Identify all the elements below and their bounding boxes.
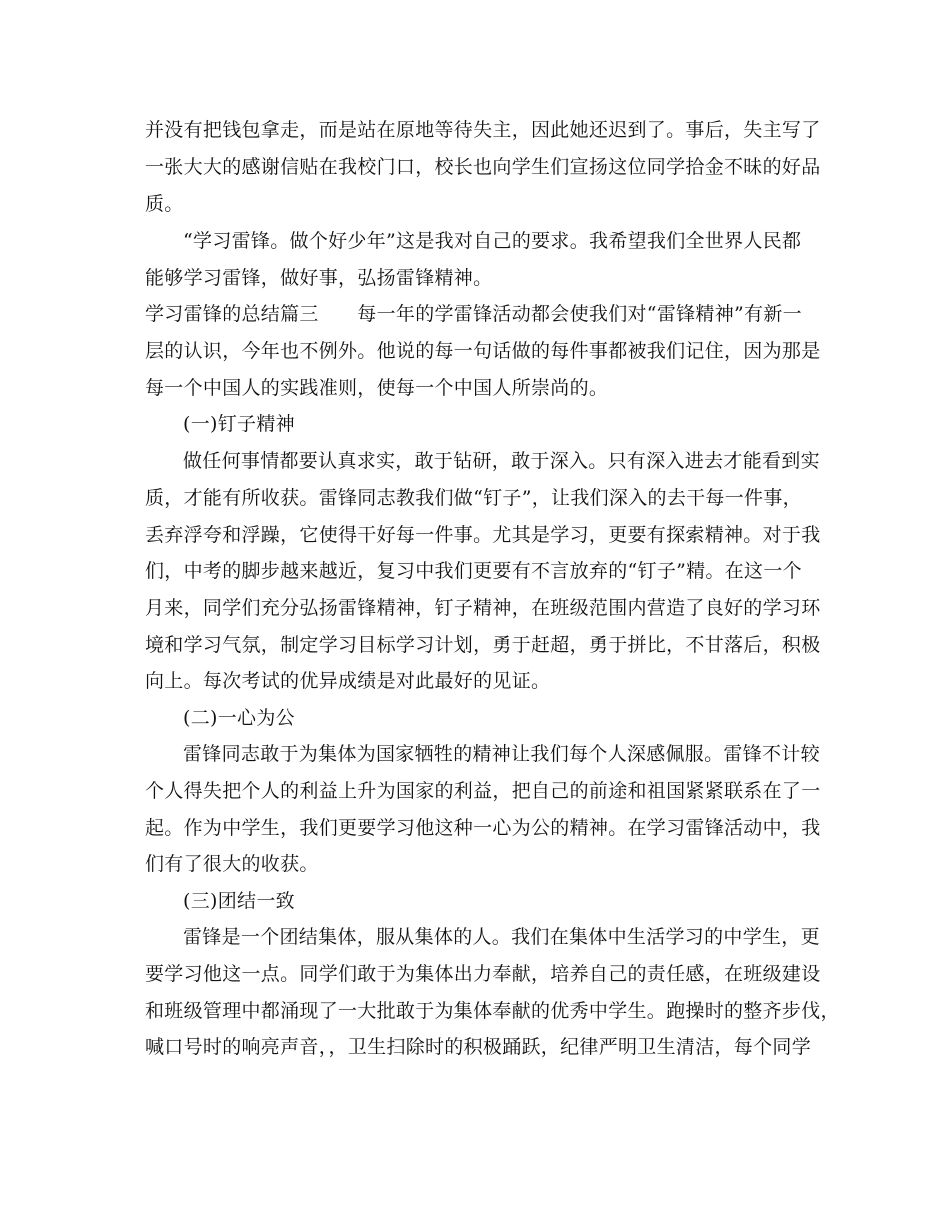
- body-text-line: 质，才能有所收获。雷锋同志教我们做“钉子”，让我们深入的去干每一件事，: [145, 487, 802, 509]
- section-heading-line: 学习雷锋的总结篇三 每一年的学雷锋活动都会使我们对“雷锋精神”有新一: [145, 303, 802, 325]
- body-text-line: 们有了很大的收获。: [145, 853, 319, 875]
- body-text-line: 和班级管理中都涌现了一大批敢于为集体奉献的优秀中学生。跑操时的整齐步伐，: [145, 1000, 840, 1022]
- body-text-line: “学习雷锋。做个好少年”这是我对自己的要求。我希望我们全世界人民都: [183, 230, 802, 252]
- body-text-line: 层的认识，今年也不例外。他说的每一句话做的每件事都被我们记住，因为那是: [145, 340, 821, 362]
- body-text-line: 能够学习雷锋，做好事，弘扬雷锋精神。: [145, 267, 493, 289]
- body-text-line: 丢弃浮夸和浮躁，它使得干好每一件事。尤其是学习，更要有探索精神。对于我: [145, 524, 821, 546]
- body-text-line: 并没有把钱包拿走，而是站在原地等待失主，因此她还迟到了。事后，失主写了: [145, 119, 821, 141]
- subheading-nail-spirit: (一)钉子精神: [183, 413, 295, 435]
- body-text-line: 要学习他这一点。同学们敢于为集体出力奉献，培养自己的责任感，在班级建设: [145, 963, 821, 985]
- body-text-line: 一张大大的感谢信贴在我校门口，校长也向学生们宣扬这位同学拾金不昧的好品: [145, 156, 821, 178]
- body-text-line: 做任何事情都要认真求实，敢于钻研，敢于深入。只有深入进去才能看到实: [183, 450, 820, 472]
- body-text-line: 每一个中国人的实践准则，使每一个中国人所崇尚的。: [145, 377, 609, 399]
- body-text-line: 喊口号时的响亮声音，，卫生扫除时的积极踊跃，纪律严明卫生清洁，每个同学: [145, 1036, 812, 1058]
- subheading-selfless: (二)一心为公: [183, 707, 295, 729]
- body-text-line: 质。: [145, 193, 184, 215]
- body-text-line: 月来，同学们充分弘扬雷锋精神，钉子精神，在班级范围内营造了良好的学习环: [145, 597, 821, 619]
- body-text-line: 境和学习气氛，制定学习目标学习计划，勇于赶超，勇于拼比，不甘落后，积极: [145, 634, 821, 656]
- body-text-line: 们，中考的脚步越来越近，复习中我们更要有不言放弃的“钉子”精。在这一个: [145, 560, 802, 582]
- body-text-line: 雷锋同志敢于为集体为国家牺牲的精神让我们每个人深感佩服。雷锋不计较: [183, 743, 820, 765]
- body-text-line: 个人得失把个人的利益上升为国家的利益，把自己的前途和祖国紧紧联系在了一: [145, 780, 821, 802]
- body-text-line: 向上。每次考试的优异成绩是对此最好的见证。: [145, 670, 551, 692]
- body-text-line: 起。作为中学生，我们更要学习他这种一心为公的精神。在学习雷锋活动中，我: [145, 817, 821, 839]
- body-text-line: 雷锋是一个团结集体，服从集体的人。我们在集体中生活学习的中学生，更: [183, 926, 820, 948]
- subheading-unity: (三)团结一致: [183, 890, 295, 912]
